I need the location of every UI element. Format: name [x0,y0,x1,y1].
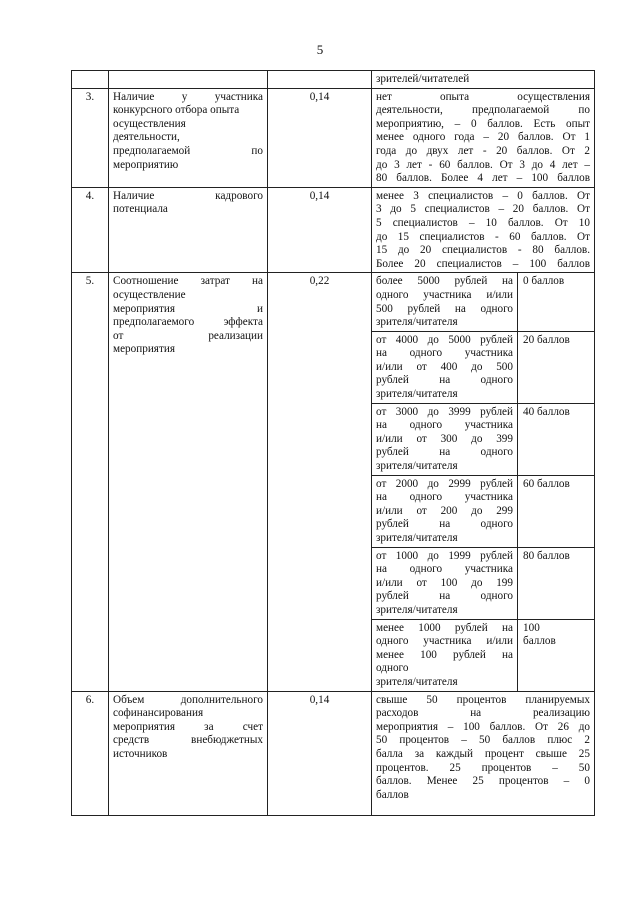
scale-text: от 3000 до 3999 рублей [376,405,513,418]
criterion-cell [109,71,268,89]
scale-text: более 5000 рублей на [376,275,513,288]
weight-value: 0,14 [268,88,372,187]
criterion-text: источников [113,747,168,760]
scale-text: зрителя/читателя [376,316,458,329]
scale-text: до 15 специалистов - 60 баллов. От [376,230,590,243]
row-number: 6. [72,691,109,815]
scale-text: одного участника и/или [376,288,513,301]
scale-text: рублей на одного [376,374,513,387]
scale-text: менее 3 специалистов – 0 баллов. От [376,189,590,202]
points-cell: 60 баллов [518,475,595,547]
scale-subcell [372,619,518,691]
scale-text: Более 20 специалистов – 100 баллов [376,257,590,270]
page-number: 5 [316,42,324,57]
scale-text: до 3 лет - 60 баллов. От 3 до 4 лет – [376,158,590,171]
scale-text: мероприятию, – 0 баллов. Есть опыт [376,117,590,130]
criterion-text: деятельности, [113,131,180,144]
criterion-text: средств внебюджетных [113,734,263,747]
scale-text: и/или от 200 до 299 [376,504,513,517]
scale-text: баллов [376,788,409,801]
scale-text: менее одного года – 20 баллов. От 1 [376,131,590,144]
criterion-cell [109,187,268,273]
scale-text: и/или от 300 до 399 [376,432,513,445]
table-row-4 [72,187,595,273]
weight-value: 0,14 [268,691,372,815]
scale-text: менее 1000 рублей на [376,621,513,634]
scale-text: от 2000 до 2999 рублей [376,477,513,490]
scale-text: свыше 50 процентов планируемых [376,693,590,706]
points-cell: 40 баллов [518,403,595,475]
criterion-text: софинансирования [113,707,204,720]
criterion-text: Соотношение затрат на [113,275,263,288]
scale-text: мероприятия – 100 баллов. От 26 до [376,720,590,733]
criterion-text: мероприятию [113,158,179,171]
scale-text: 500 рублей на одного [376,302,513,315]
scale-text: зрителя/читателя [376,532,458,544]
scale-text: баллов. Менее 25 процентов – 0 [376,775,590,788]
num-cell [72,71,109,89]
scale-text: на одного участника [376,347,513,360]
scale-text: 80 баллов. Более 4 лет – 100 баллов [376,172,590,185]
weight-cell [268,71,372,89]
points-cell: 80 баллов [518,547,595,619]
scale-text: балла за каждый процент свыше 25 [376,747,590,760]
scale-text: зрителя/читателя [376,460,458,473]
row-number: 5. [72,273,109,691]
row-number: 3. [72,88,109,187]
scale-text: на одного участника [376,419,513,432]
scale-text: зрителя/читателя [376,675,458,688]
scale-text: одного участника и/или [376,635,513,648]
points-text: 100 [523,621,540,634]
criterion-text: Наличие у участника [113,90,263,103]
scale-text: менее 100 рублей на [376,648,513,661]
scale-text: года до двух лет - 20 баллов. От 2 [376,144,590,157]
criterion-cell [109,273,268,691]
points-cell: 0 баллов [518,273,595,331]
points-cell [518,619,595,691]
criterion-text: осуществление [113,288,186,301]
scale-text: 50 процентов – 50 баллов плюс 2 [376,734,590,747]
criterion-text: осуществления [113,117,186,130]
scale-text: зрителя/читателя [376,603,458,616]
scale-text: 15 до 20 специалистов - 80 баллов. [376,244,590,257]
scale-cell [372,71,595,89]
scale-text: рублей на одного [376,590,513,603]
scale-text: и/или от 400 до 500 [376,360,513,373]
table-row-continuation [72,71,595,89]
scale-cell [372,691,595,815]
scale-text: на одного участника [376,563,513,576]
criterion-text: от реализации [113,329,263,342]
scale-cell [372,187,595,273]
criterion-text: конкурсного отбора опыта [113,104,240,117]
scale-cell [372,88,595,187]
scale-text: от 1000 до 1999 рублей [376,549,513,562]
scale-text: рублей на одного [376,446,513,459]
criterion-text: мероприятия [113,343,175,356]
scale-text: расходов на реализацию [376,707,590,720]
criterion-cell [109,691,268,815]
scale-text: одного [376,662,409,675]
scale-subcell [372,475,518,547]
weight-value: 0,22 [268,273,372,691]
criterion-text: Объем дополнительного [113,693,263,706]
scale-text: зрителей/читателей [376,73,470,85]
points-cell: 20 баллов [518,331,595,403]
criterion-text: Наличие кадрового [113,189,263,202]
row-number: 4. [72,187,109,273]
criterion-text: предполагаемого эффекта [113,316,263,329]
weight-value: 0,14 [268,187,372,273]
criteria-table [71,70,595,816]
scale-text: и/или от 100 до 199 [376,576,513,589]
criterion-text: предполагаемой по [113,144,263,157]
table-row-3 [72,88,595,187]
table-row-5 [72,273,595,331]
scale-subcell [372,547,518,619]
criterion-text: мероприятия за счет [113,720,263,733]
scale-text: зрителя/читателя [376,388,458,401]
scale-subcell [372,273,518,331]
scale-text: деятельности, предполагаемой по [376,104,590,117]
scale-text: на одного участника [376,491,513,504]
scale-text: 5 специалистов – 10 баллов. От 10 [376,216,590,229]
scale-subcell [372,331,518,403]
criterion-text: мероприятия и [113,302,263,315]
scale-text: рублей на одного [376,518,513,531]
scale-text: нет опыта осуществления [376,90,590,103]
scale-text: от 4000 до 5000 рублей [376,333,513,346]
table-row-6 [72,691,595,815]
scale-text: 3 до 5 специалистов – 20 баллов. От [376,203,590,216]
criterion-cell [109,88,268,187]
points-text: баллов [523,635,556,648]
scale-text: процентов. 25 процентов – 50 [376,761,590,774]
criterion-text: потенциала [113,203,168,216]
scale-subcell [372,403,518,475]
